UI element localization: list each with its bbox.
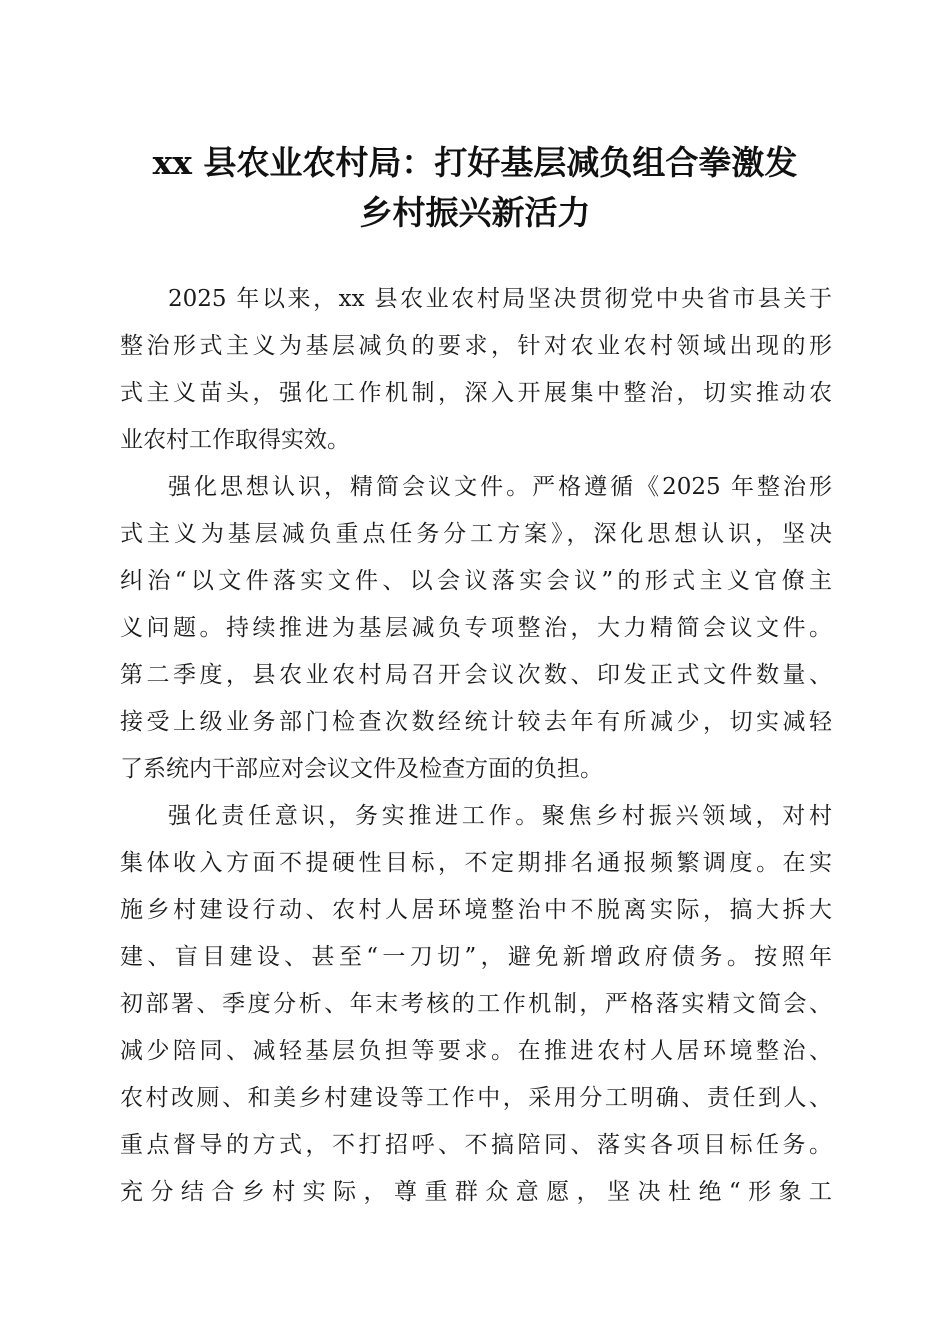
paragraph-line: 减少陪同、减轻基层负担等要求。在推进农村人居环境整治、	[120, 1038, 832, 1064]
paragraph-line: 集体收入方面不提硬性目标，不定期排名通报频繁调度。在实	[120, 850, 832, 876]
paragraph-line: 初部署、季度分析、年末考核的工作机制，严格落实精文简会、	[120, 991, 832, 1017]
paragraph-line: 业农村工作取得实效。	[120, 427, 350, 453]
paragraph-line: 纠治“以文件落实文件、以会议落实会议”的形式主义官僚主	[120, 568, 832, 594]
paragraph-line: 施乡村建设行动、农村人居环境整治中不脱离实际，搞大拆大	[120, 897, 832, 923]
paragraph-intro	[120, 276, 832, 464]
paragraph-line: 义问题。持续推进为基层减负专项整治，大力精简会议文件。	[120, 615, 832, 641]
paragraph-line: 接受上级业务部门检查次数经统计较去年有所减少，切实减轻	[120, 709, 832, 735]
paragraph-line: 2025 年以来，xx 县农业农村局坚决贯彻党中央省市县关于	[168, 286, 832, 312]
document-body	[120, 276, 832, 1216]
title-line-1: xx 县农业农村局：打好基层减负组合拳激发	[152, 143, 798, 182]
paragraph-line: 整治形式主义为基层减负的要求，针对农业农村领域出现的形	[120, 333, 832, 359]
paragraph-line: 强化思想认识，精简会议文件。严格遵循《2025 年整治形	[168, 474, 832, 500]
paragraph-line: 强化责任意识，务实推进工作。聚焦乡村振兴领域，对村	[168, 803, 832, 829]
paragraph-line: 第二季度，县农业农村局召开会议次数、印发正式文件数量、	[120, 662, 832, 688]
paragraph-line: 式主义苗头，强化工作机制，深入开展集中整治，切实推动农	[120, 380, 832, 406]
paragraph-meetings-documents	[120, 464, 832, 793]
paragraph-line: 充分结合乡村实际，尊重群众意愿，坚决杜绝“形象工	[120, 1179, 832, 1205]
paragraph-responsibility	[120, 793, 832, 1216]
paragraph-line: 建、盲目建设、甚至“一刀切”，避免新增政府债务。按照年	[120, 944, 832, 970]
paragraph-line: 式主义为基层减负重点任务分工方案》，深化思想认识，坚决	[120, 521, 832, 547]
paragraph-line: 重点督导的方式，不打招呼、不搞陪同、落实各项目标任务。	[120, 1132, 832, 1158]
title-line-2: 乡村振兴新活力	[359, 193, 591, 232]
document-title	[80, 138, 870, 238]
paragraph-line: 农村改厕、和美乡村建设等工作中，采用分工明确、责任到人、	[120, 1085, 832, 1111]
paragraph-line: 了系统内干部应对会议文件及检查方面的负担。	[120, 756, 603, 782]
